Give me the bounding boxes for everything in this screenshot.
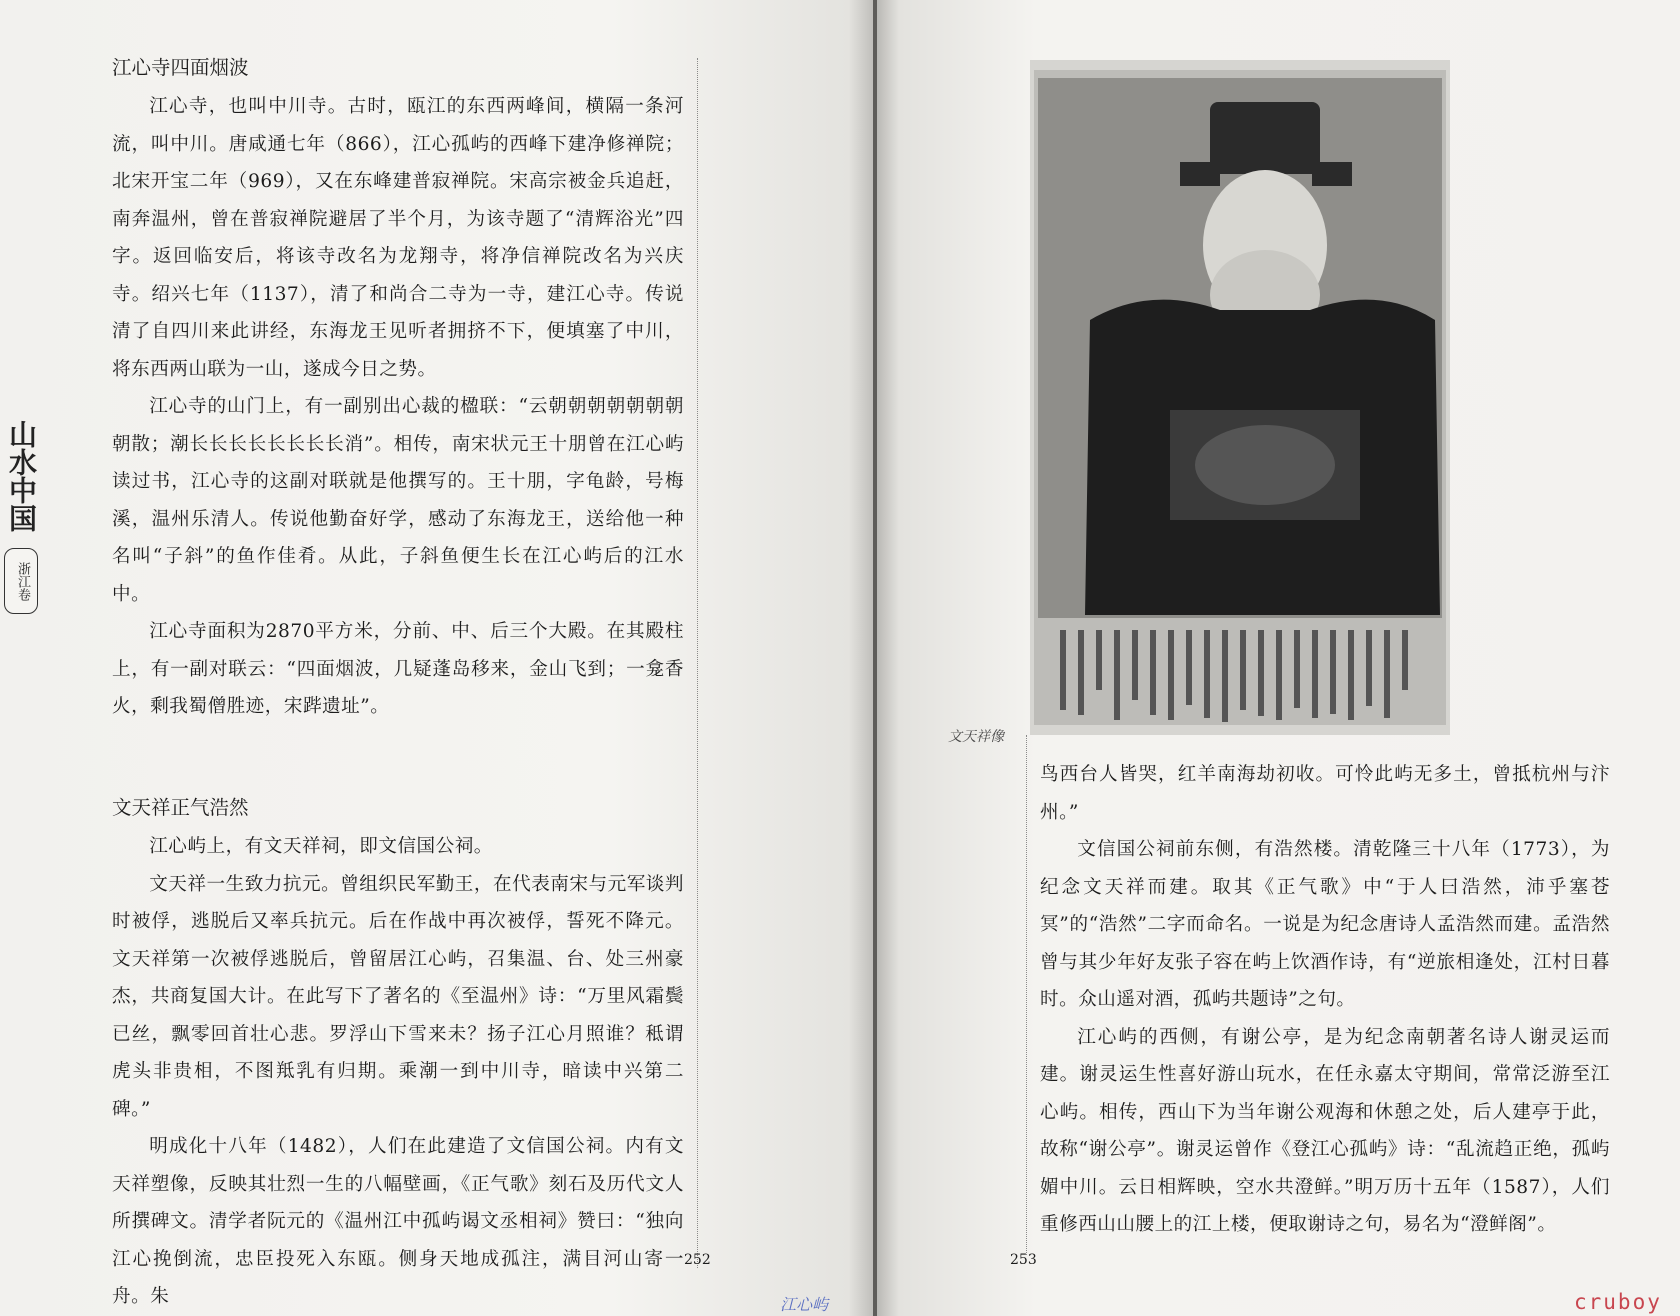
margin-rule <box>1026 735 1027 1255</box>
right-body <box>1040 756 1610 1244</box>
book-gutter <box>873 0 877 1316</box>
series-calligraphy: 山水中国 <box>5 420 38 532</box>
portrait-image <box>1030 60 1450 735</box>
paragraph: 江心寺的山门上，有一副别出心裁的楹联：“云朝朝朝朝朝朝朝朝散；潮长长长长长长长长消”。相传，南宋状元王十朋曾在江心屿读过书，江心寺的这副对联就是他撰写的。王十朋，字龟龄，号梅溪，温州乐清人。传说他勤奋好学，感动了东海龙王，送给他一种名叫“子斜”的鱼作佳肴。从此，子斜鱼便生长在江心屿后的江水中。 <box>112 396 684 605</box>
paragraph: 江心寺，也叫中川寺。古时，瓯江的东西两峰间，横隔一条河流，叫中川。唐咸通七年（866），江心孤屿的西峰下建净修禅院；北宋开宝二年（969），又在东峰建普寂禅院。宋高宗被金兵追赶，南奔温州，曾在普寂禅院避居了半个月，为该寺题了“清辉浴光”四字。返回临安后，将该寺改名为龙翔寺，将净信禅院改名为兴庆寺。绍兴七年（1137），清了和尚合二寺为一寺，建江心寺。传说清了自四川来此讲经，东海龙王见听者拥挤不下，便填塞了中川，将东西两山联为一山，遂成今日之势。 <box>112 96 684 380</box>
page-number: 252 <box>684 1252 711 1268</box>
portrait-illustration <box>1030 60 1450 735</box>
handwritten-note: 江心屿 <box>780 1295 829 1314</box>
section-title: 文天祥正气浩然 <box>112 796 249 819</box>
paragraph: 明成化十八年（1482），人们在此建造了文信国公祠。内有文天祥塑像，反映其壮烈一生的八幅壁画，《正气歌》刻石及历代文人所撰碑文。清学者阮元的《温州江中孤屿谒文丞相祠》赞曰：“独向江心挽倒流，忠臣投死入东瓯。侧身天地成孤注，满目河山寄一舟。朱 <box>112 1136 684 1307</box>
paragraph: 鸟西台人皆哭，红羊南海劫初收。可怜此屿无多土，曾抵杭州与汴州。” <box>1040 764 1610 823</box>
paragraph: 文天祥一生致力抗元。曾组织民军勤王，在代表南宋与元军谈判时被俘，逃脱后又率兵抗元。后在作战中再次被俘，誓死不降元。文天祥第一次被俘逃脱后，曾留居江心屿，召集温、台、处三州豪杰，共商复国大计。在此写下了著名的《至温州》诗：“万里风霜鬓已丝，飘零回首壮心悲。罗浮山下雪来未？扬子江心月照谁？秪谓虎头非贵相，不图羝乳有归期。乘潮一到中川寺，暗读中兴第二碑。” <box>112 873 684 1120</box>
volume-label: 浙江卷 <box>4 548 38 614</box>
section2-body <box>112 828 684 1316</box>
watermark: cruboy <box>1574 1290 1662 1314</box>
paragraph: 江心屿上，有文天祥祠，即文信国公祠。 <box>149 836 493 857</box>
section1-body <box>112 88 684 726</box>
portrait-caption: 文天祥像 <box>948 729 1004 745</box>
paragraph: 江心屿的西侧，有谢公亭，是为纪念南朝著名诗人谢灵运而建。谢灵运生性喜好游山玩水，在任永嘉太守期间，常常泛游至江心屿。相传，西山下为当年谢公观海和休憩之处，后人建亭于此，故称“谢公亭”。谢灵运曾作《登江心孤屿》诗：“乱流趋正绝，孤屿媚中川。云日相辉映，空水共澄鲜。”明万历十五年（1587），人们重修西山山腰上的江上楼，便取谢诗之句，易名为“澄鲜阁”。 <box>1040 1026 1610 1235</box>
margin-rule <box>697 58 698 1268</box>
page-number: 253 <box>1010 1252 1037 1268</box>
paragraph: 文信国公祠前东侧，有浩然楼。清乾隆三十八年（1773），为纪念文天祥而建。取其《正气歌》中“于人曰浩然，沛乎塞苍冥”的“浩然”二字而命名。一说是为纪念唐诗人孟浩然而建。孟浩然曾与其少年好友张子容在屿上饮酒作诗，有“逆旅相逢处，江村日暮时。众山遥对酒，孤屿共题诗”之句。 <box>1040 839 1610 1010</box>
paragraph: 江心寺面积为2870平方米，分前、中、后三个大殿。在其殿柱上，有一副对联云：“四面烟波，几疑蓬岛移来，金山飞到；一龛香火，剩我蜀僧胜迹，宋跸遗址”。 <box>112 621 684 717</box>
section-title: 江心寺四面烟波 <box>112 56 249 79</box>
